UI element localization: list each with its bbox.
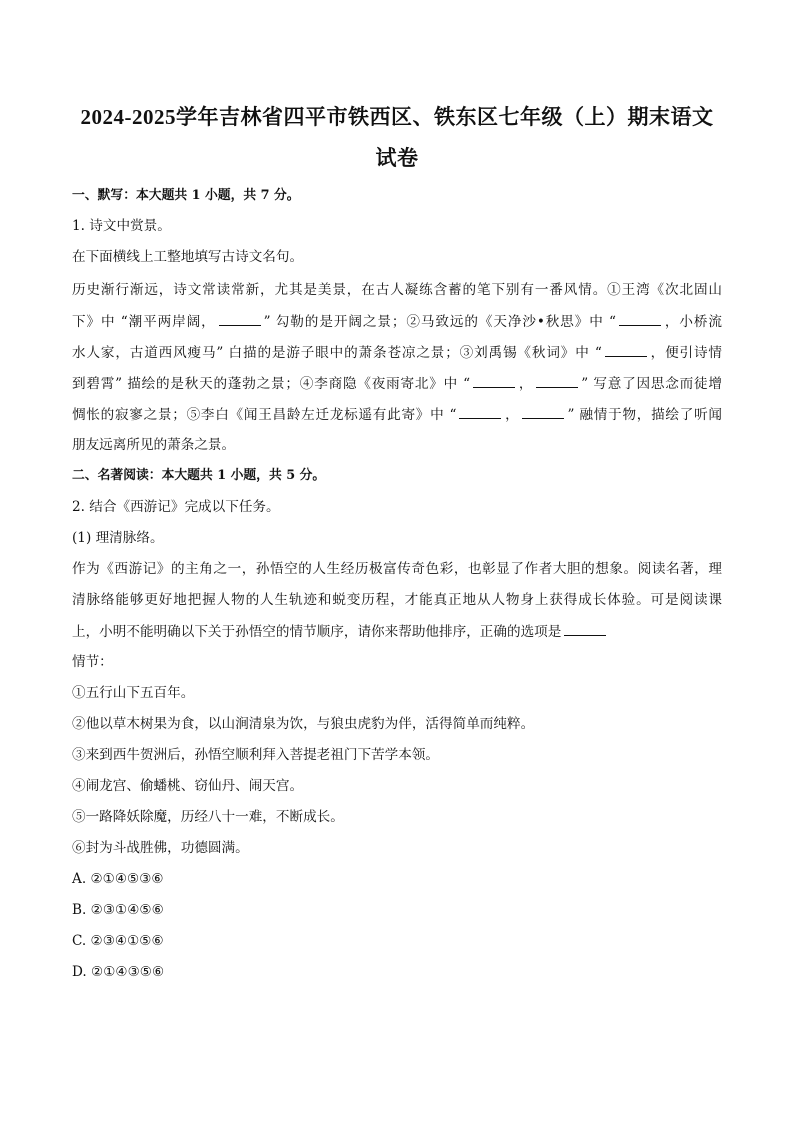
option-d[interactable]: D. ②①④③⑤⑥ xyxy=(72,964,165,980)
answer-blank[interactable] xyxy=(605,342,647,357)
text-segment: ，小桥流 xyxy=(663,314,722,330)
question-2-paragraph-line xyxy=(72,621,722,642)
plot-label: 情节： xyxy=(72,654,113,670)
text-segment: 下》中 “潮平两岸阔， xyxy=(72,314,216,330)
text-segment: ， xyxy=(518,376,534,392)
option-a[interactable]: A. ②①④⑤③⑥ xyxy=(72,871,164,887)
option-c[interactable]: C. ②③④①⑤⑥ xyxy=(72,933,164,949)
text-segment: ” 写意了因思念而徒增 xyxy=(581,376,723,392)
text-segment: ” 融情于物，描绘了听闻 xyxy=(567,407,722,423)
section-2-heading: 二、名著阅读：本大题共 1 小题，共 5 分。 xyxy=(72,468,326,483)
answer-blank[interactable] xyxy=(564,621,606,636)
answer-blank[interactable] xyxy=(473,373,515,388)
plot-item: ②他以草木树果为食，以山涧清泉为饮，与狼虫虎豹为伴，活得简单而纯粹。 xyxy=(72,716,535,732)
plot-item: ④闹龙宫、偷蟠桃、窃仙丹、闹天宫。 xyxy=(72,778,304,794)
text-segment: 上，小明不能明确以下关于孙悟空的情节顺序，请你来帮助他排序，正确的选项是 xyxy=(72,624,562,640)
text-segment: 惆怅的寂寥之景；⑤李白《闻王昌龄左迁龙标遥有此寄》中 “ xyxy=(72,407,457,423)
question-2-subtitle: (1) 理清脉络。 xyxy=(72,530,164,546)
question-2-title: 2. 结合《西游记》完成以下任务。 xyxy=(72,499,280,515)
answer-blank[interactable] xyxy=(219,311,261,326)
text-segment: ，便引诗情 xyxy=(649,345,723,361)
plot-item: ⑤一路降妖除魔，历经八十一难，不断成长。 xyxy=(72,809,344,825)
question-1-paragraph-line: 历史渐行渐远，诗文常读常新，尤其是美景，在古人凝练含蓄的笔下别有一番风情。①王湾《次北固山 xyxy=(72,282,722,298)
answer-blank[interactable] xyxy=(522,404,564,419)
question-1-paragraph-line: 朋友远离所见的萧条之景。 xyxy=(72,437,236,453)
text-segment: 水人家，古道西风瘦马” 白描的是游子眼中的萧条苍凉之景；③刘禹锡《秋词》中 “ xyxy=(72,345,602,361)
answer-blank[interactable] xyxy=(536,373,578,388)
section-1-heading: 一、默写：本大题共 1 小题，共 7 分。 xyxy=(72,188,300,203)
answer-blank[interactable] xyxy=(619,311,661,326)
exam-title-line-2: 试卷 xyxy=(375,146,419,170)
answer-blank[interactable] xyxy=(459,404,501,419)
plot-item: ①五行山下五百年。 xyxy=(72,685,195,701)
option-b[interactable]: B. ②③①④⑤⑥ xyxy=(72,902,164,918)
exam-title-line-1: 2024-2025学年吉林省四平市铁西区、铁东区七年级（上）期末语文 xyxy=(80,105,714,129)
question-1-instruction: 在下面横线上工整地填写古诗文名句。 xyxy=(72,249,304,265)
question-1-paragraph-line xyxy=(72,373,722,394)
text-segment: ， xyxy=(504,407,520,423)
question-1-title: 1. 诗文中赏景。 xyxy=(72,218,171,234)
question-1-paragraph-line xyxy=(72,311,722,332)
plot-item: ⑥封为斗战胜佛，功德圆满。 xyxy=(72,840,249,856)
question-1-paragraph-line xyxy=(72,404,722,425)
question-2-paragraph-line: 清脉络能够更好地把握人物的人生轨迹和蜕变历程，才能真正地从人物身上获得成长体验。可是阅读课 xyxy=(72,592,722,608)
plot-item: ③来到西牛贺洲后，孙悟空顺利拜入菩提老祖门下苦学本领。 xyxy=(72,747,440,763)
question-2-paragraph-line: 作为《西游记》的主角之一，孙悟空的人生经历极富传奇色彩，也彰显了作者大胆的想象。阅读名著，理 xyxy=(72,561,722,577)
text-segment: 到碧霄” 描绘的是秋天的蓬勃之景；④李商隐《夜雨寄北》中 “ xyxy=(72,376,471,392)
text-segment: ” 勾勒的是开阔之景；②马致远的《天净沙•秋思》中 “ xyxy=(263,314,616,330)
question-1-paragraph-line xyxy=(72,342,722,363)
